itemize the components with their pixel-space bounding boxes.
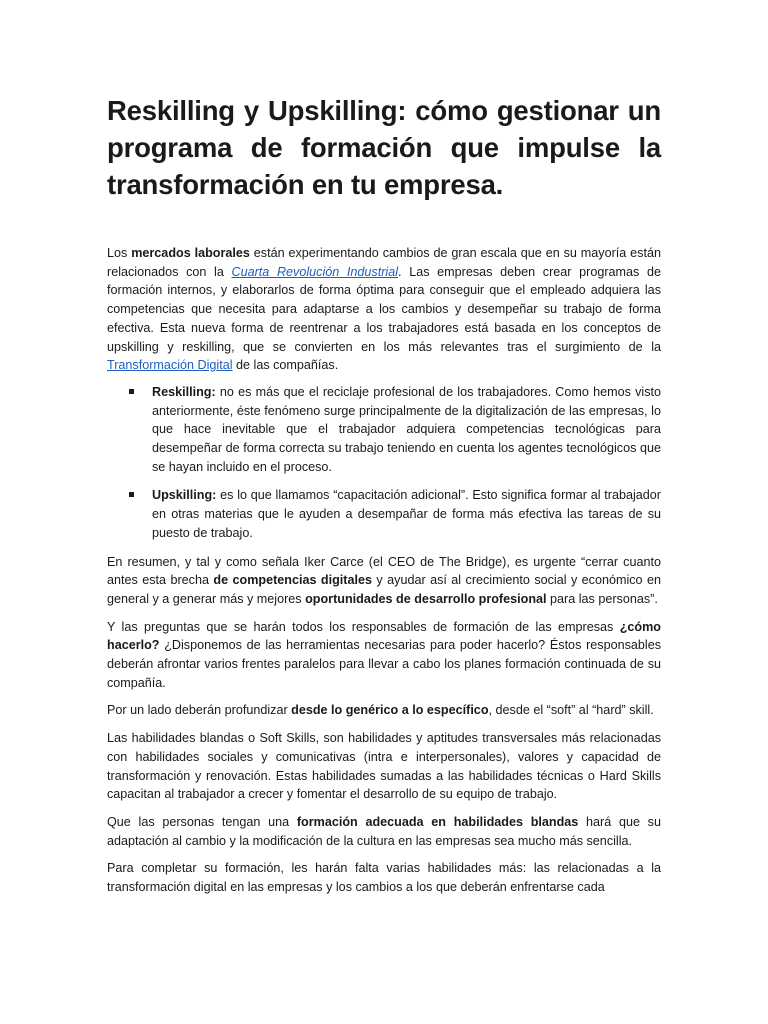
bullet-term: Reskilling: bbox=[152, 384, 216, 399]
text-run: . Las empresas deben crear programas de formación internos, y elaborarlos de forma óptima para conseguir que el empleado adquiera las competencias que necesita para adaptarse a los cambios y desempeñar su trabajo de forma efectiva. Esta nueva forma de reentrenar a los trabajadores está basada en los conceptos de upskilling y reskilling, que se convierten en los más relevantes tras el surgimiento de la bbox=[107, 264, 662, 354]
text-run: Por un lado deberán profundizar bbox=[107, 703, 292, 718]
bold-run: formación adecuada en habilidades blandas bbox=[296, 814, 579, 829]
paragraph-profundizar bbox=[107, 701, 661, 720]
text-run: , desde el “soft” al “hard” skill. bbox=[488, 703, 654, 718]
text-run: Las habilidades blandas o Soft Skills, son habilidades y aptitudes transversales más relacionadas con habilidades sociales y comunicativas (intra e interpersonales), valores y capacidad de transformación y renovación. Estas habilidades sumadas a las habilidades técnicas o Hard Skills capacitan al trabajador a crecer y fomentar el desarrollo de su equipo de trabajo. bbox=[107, 731, 661, 802]
bold-run: ¿cómo hacerlo? bbox=[107, 619, 661, 653]
text-run: y ayudar así al crecimiento social y económico en general y a generar más y mejores bbox=[107, 573, 661, 606]
bullet-text: es lo que llamamos “capacitación adicional”. Esto significa formar al trabajador en otras materias que le ayuden a desempañar de forma más efectiva las tareas de su puesto de trabajo. bbox=[152, 488, 661, 540]
text-run: para las personas”. bbox=[546, 591, 658, 606]
text-run: están experimentando cambios de gran escala que en su mayoría están relacionados con la bbox=[107, 246, 661, 279]
paragraph-soft-skills bbox=[107, 729, 661, 804]
square-bullet-icon bbox=[129, 389, 134, 394]
text-run: Los bbox=[107, 246, 132, 260]
text-run: Que las personas tengan una bbox=[107, 814, 297, 829]
text-run: Para completar su formación, les harán falta varias habilidades más: las relacionadas a la transformación digital en las empresas y los cambios a los que deberán enfrentarse cada bbox=[107, 861, 661, 895]
text-run: ¿Disponemos de las herramientas necesarias para poder hacerlo? Éstos responsables deberán afrontar varios frentes paralelos para llevar a cabo los planes formación continuada de su compañía. bbox=[107, 638, 661, 690]
square-bullet-icon bbox=[129, 492, 134, 497]
list-item bbox=[107, 486, 661, 542]
text-run: hará que su adaptación al cambio y la modificación de la cultura en las empresas sea mucho más sencilla. bbox=[107, 814, 661, 848]
link-transformacion-digital[interactable]: Transformación Digital bbox=[107, 358, 233, 373]
bold-run: mercados laborales bbox=[131, 246, 250, 260]
bullet-term: Upskilling: bbox=[152, 488, 217, 503]
link-cuarta-revolucion-industrial[interactable]: Cuarta Revolución Industrial bbox=[231, 264, 399, 279]
bold-run: de competencias digitales bbox=[213, 573, 373, 588]
text-run: Y las preguntas que se harán todos los responsables de formación de las empresas bbox=[107, 619, 620, 634]
paragraph-resumen bbox=[107, 553, 661, 609]
document-title: Reskilling y Upskilling: cómo gestionar un programa de formación que impulse la transformación en tu empresa. bbox=[107, 95, 661, 200]
paragraph-preguntas bbox=[107, 618, 661, 693]
bold-run: desde lo genérico a lo específico bbox=[291, 703, 489, 718]
paragraph-habilidades-blandas bbox=[107, 813, 661, 850]
list-item bbox=[107, 383, 661, 477]
paragraph-completar bbox=[107, 859, 661, 896]
text-run: de las compañías. bbox=[232, 358, 339, 373]
intro-paragraph bbox=[107, 244, 661, 375]
text-run: En resumen, y tal y como señala Iker Carce (el CEO de The Bridge), es urgente “cerrar cuanto antes esta brecha bbox=[107, 554, 661, 588]
bullet-text: no es más que el reciclaje profesional de los trabajadores. Como hemos visto anteriormente, éste fenómeno surge principalmente de la digitalización de las empresas, lo que hace inevitable que el trabajador adquiera competencias tecnológicas para desempeñar de forma correcta su trabajo teniendo en cuenta los agentes tecnológicos que se hayan incluido en el proceso. bbox=[152, 384, 661, 474]
bullet-list bbox=[107, 383, 661, 543]
bold-run: oportunidades de desarrollo profesional bbox=[305, 591, 547, 606]
